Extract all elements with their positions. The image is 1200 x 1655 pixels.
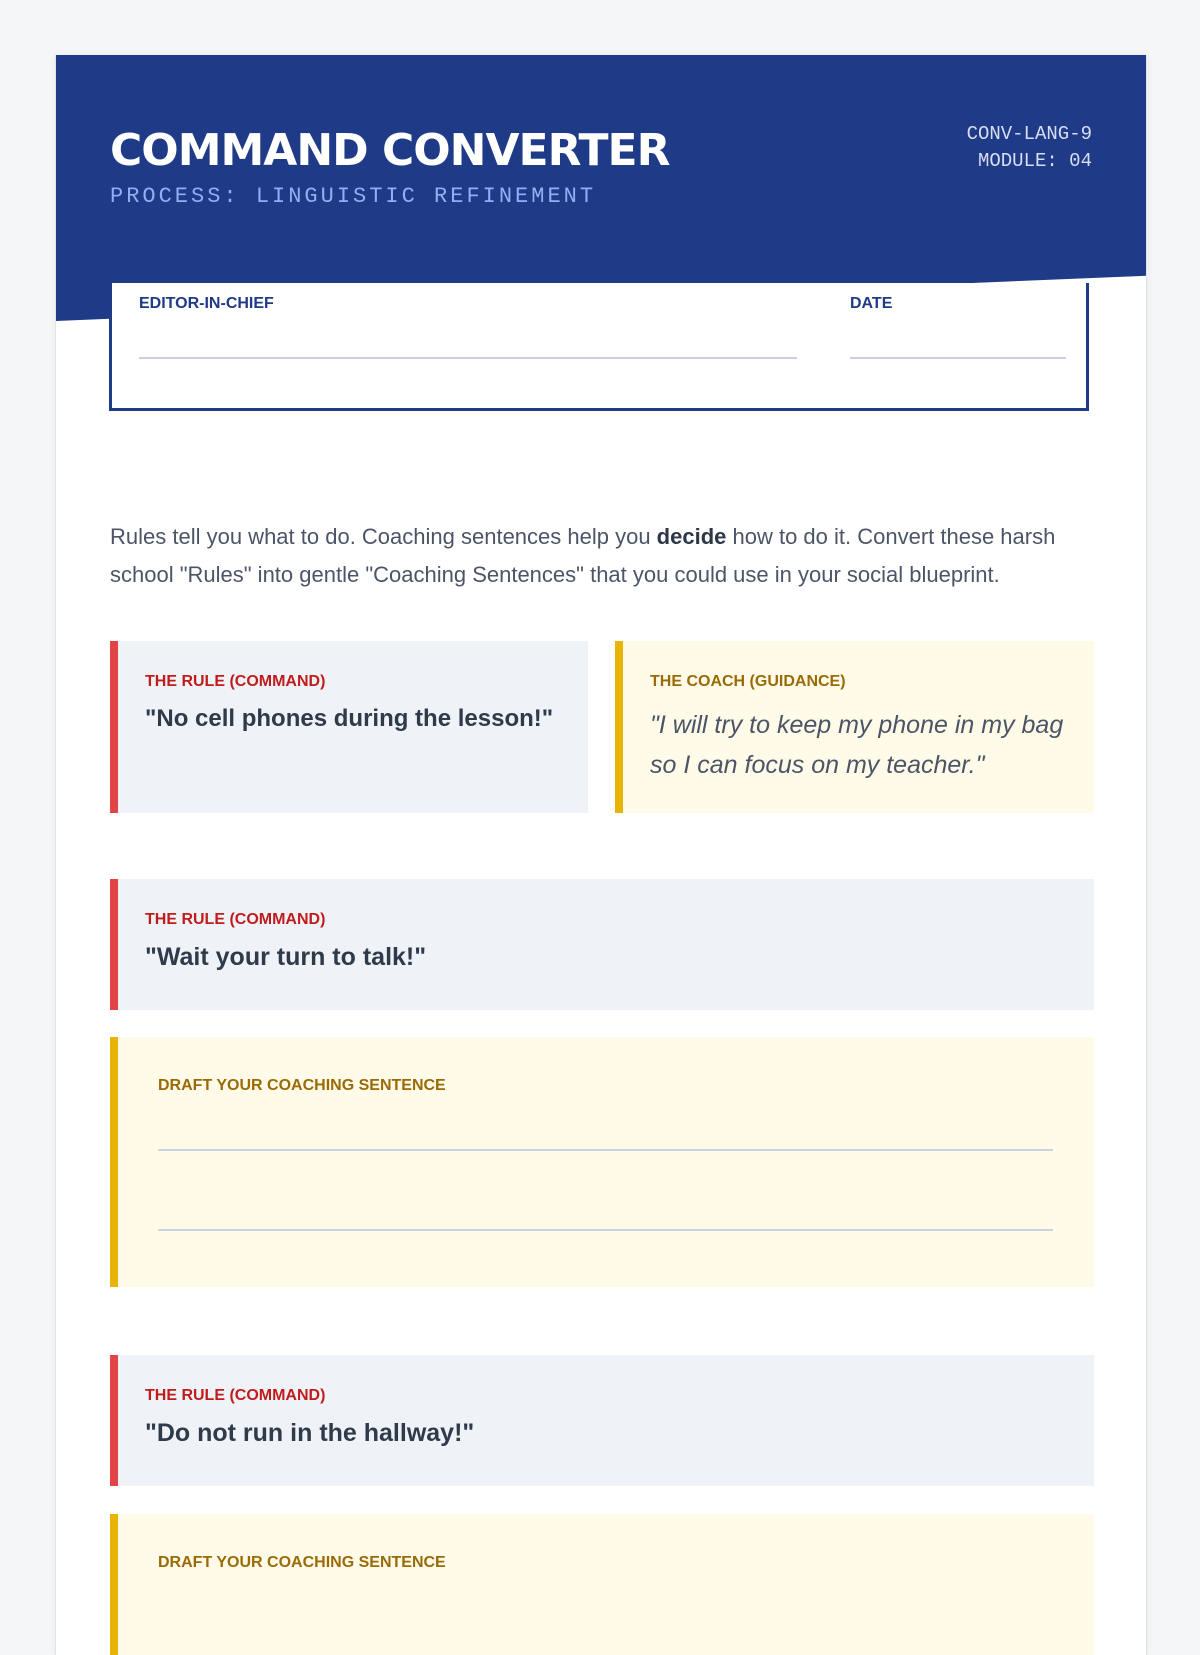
module-code-block [967,121,1092,175]
exercise-1-rule-card [110,879,1094,1010]
intro-paragraph [110,518,1090,594]
intro-emphasis: decide [656,524,727,549]
example-rule-card [110,641,588,813]
draft-label: DRAFT YOUR COACHING SENTENCE [158,1077,446,1094]
date-label: DATE [850,295,893,312]
signature-box [109,283,1089,411]
rule-label: THE RULE (COMMAND) [145,911,326,928]
exercise-1-draft-card [110,1037,1094,1287]
intro-text-start: Rules tell you what to do. Coaching sentences help you [110,524,657,549]
page-subtitle: PROCESS: LINGUISTIC REFINEMENT [110,184,597,209]
worksheet-page [55,55,1147,1655]
exercise-2-rule-card [110,1355,1094,1486]
exercise-2-draft-card [110,1514,1094,1655]
draft-label: DRAFT YOUR COACHING SENTENCE [158,1554,446,1571]
module-code: CONV-LANG-9 [966,123,1092,145]
editor-label: EDITOR-IN-CHIEF [139,295,274,312]
module-number: MODULE: 04 [977,150,1092,172]
rule-text: "No cell phones during the lesson!" [145,705,554,732]
coach-text: "I will try to keep my phone in my bag so I can focus on my teacher." [650,711,1064,779]
intro-text-end: how to do it. Convert these harsh school "Rules" into gentle "Coaching Sentences" that you could use in your social blueprint. [110,524,1056,587]
rule-label: THE RULE (COMMAND) [145,673,326,690]
editor-field[interactable] [139,357,797,359]
page-title: COMMAND CONVERTER [110,125,670,176]
date-field[interactable] [850,357,1066,359]
coach-label: THE COACH (GUIDANCE) [650,673,846,690]
rule-label: THE RULE (COMMAND) [145,1387,326,1404]
rule-text: "Do not run in the hallway!" [145,1419,475,1447]
rule-text: "Wait your turn to talk!" [145,943,427,971]
draft-line-1[interactable] [158,1149,1053,1151]
draft-line-2[interactable] [158,1229,1053,1231]
example-coach-card [615,641,1094,813]
